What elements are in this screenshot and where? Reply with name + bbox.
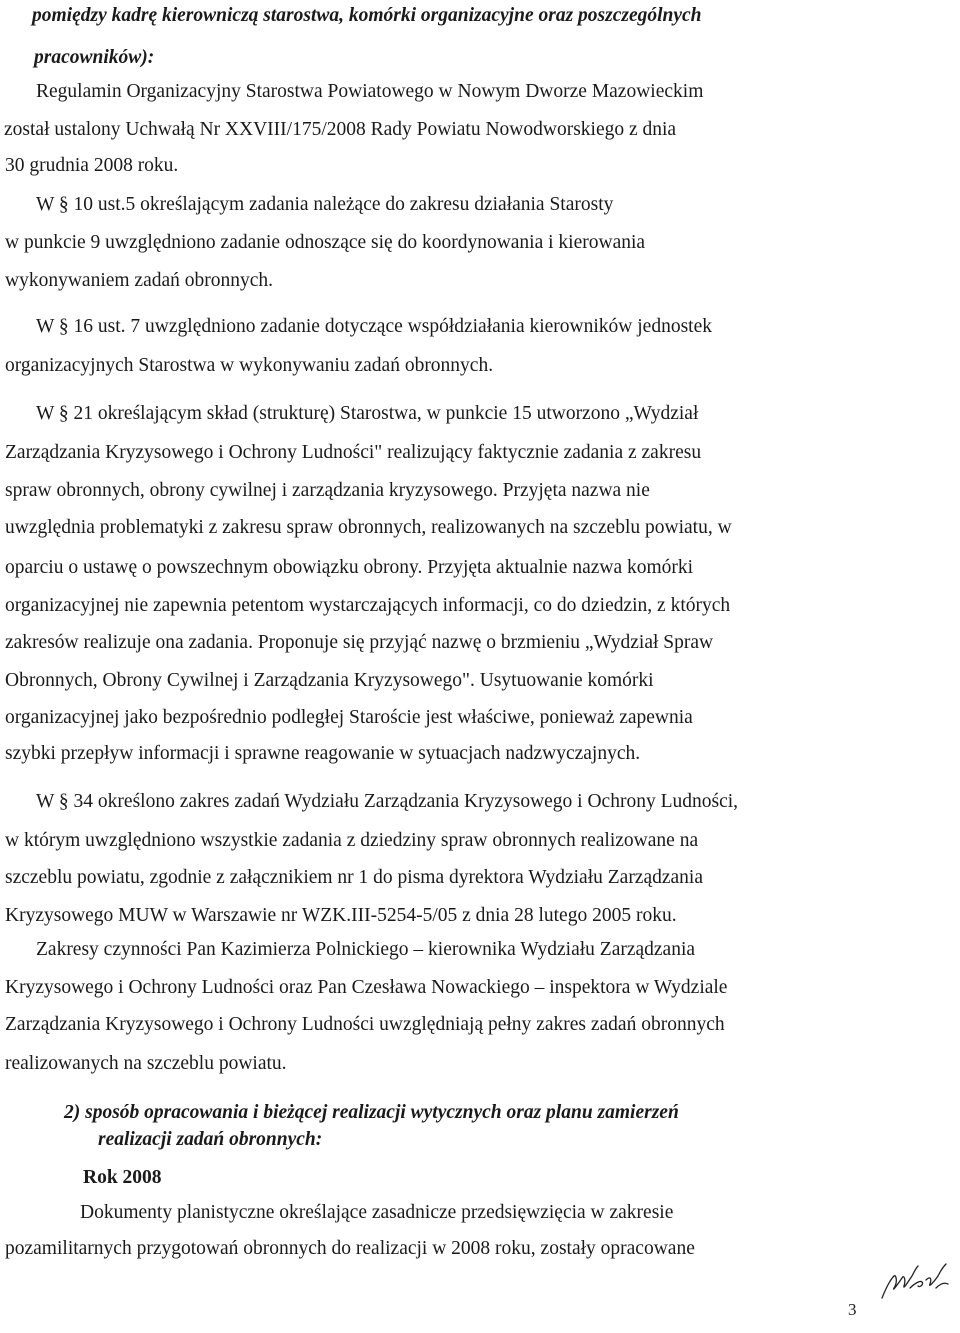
- paragraph-line: Zarządzania Kryzysowego i Ochrony Ludności uwzględniają pełny zakres zadań obronnych: [5, 1014, 725, 1035]
- paragraph-line: został ustalony Uchwałą Nr XXVIII/175/2008 Rady Powiatu Nowodworskiego z dnia: [4, 119, 677, 140]
- paragraph-line: szczeblu powiatu, zgodnie z załącznikiem nr 1 do pisma dyrektora Wydziału Zarządzania: [5, 867, 704, 888]
- paragraph-line: W § 10 ust.5 określającym zadania należące do zakresu działania Starosty: [36, 194, 614, 215]
- paragraph-line: w którym uwzględniono wszystkie zadania z dziedziny spraw obronnych realizowane na: [5, 830, 699, 851]
- paragraph-line: organizacyjnych Starostwa w wykonywaniu zadań obronnych.: [5, 355, 494, 376]
- paragraph-line: realizowanych na szczeblu powiatu.: [5, 1053, 287, 1074]
- paragraph-line: Kryzysowego MUW w Warszawie nr WZK.III-5254-5/05 z dnia 28 lutego 2005 roku.: [5, 905, 677, 926]
- paragraph-line: szybki przepływ informacji i sprawne reagowanie w sytuacjach nadzwyczajnych.: [5, 743, 641, 764]
- section-heading-cont: realizacji zadań obronnych:: [98, 1129, 323, 1150]
- paragraph-line: wykonywaniem zadań obronnych.: [5, 270, 274, 291]
- paragraph-line: Zakresy czynności Pan Kazimierza Polnickiego – kierownika Wydziału Zarządzania: [36, 939, 696, 960]
- header-line-2: pracowników):: [34, 47, 155, 68]
- paragraph-line: W § 21 określającym skład (strukturę) Starostwa, w punkcie 15 utworzono „Wydział: [36, 403, 699, 424]
- paragraph-line: oparciu o ustawę o powszechnym obowiązku obrony. Przyjęta aktualnie nazwa komórki: [5, 557, 694, 578]
- paragraph-line: spraw obronnych, obrony cywilnej i zarządzania kryzysowego. Przyjęta nazwa nie: [5, 480, 650, 501]
- paragraph-line: W § 34 określono zakres zadań Wydziału Zarządzania Kryzysowego i Ochrony Ludności,: [36, 791, 739, 812]
- paragraph-line: uwzględnia problematyki z zakresu spraw obronnych, realizowanych na szczeblu powiatu, w: [5, 517, 732, 538]
- paragraph-line: pozamilitarnych przygotowań obronnych do realizacji w 2008 roku, zostały opracowane: [5, 1238, 695, 1259]
- paragraph-line: W § 16 ust. 7 uwzględniono zadanie dotyczące współdziałania kierowników jednostek: [36, 316, 712, 337]
- paragraph-line: organizacyjnej nie zapewnia petentom wystarczających informacji, co do dziedzin, z których: [5, 595, 731, 616]
- paragraph-line: 30 grudnia 2008 roku.: [5, 155, 179, 176]
- paragraph-line: Obronnych, Obrony Cywilnej i Zarządzania Kryzysowego". Usytuowanie komórki: [5, 670, 654, 691]
- page-number: 3: [848, 1300, 857, 1319]
- paragraph-line: w punkcie 9 uwzględniono zadanie odnoszące się do koordynowania i kierowania: [5, 232, 646, 253]
- paragraph-line: Kryzysowego i Ochrony Ludności oraz Pan Czesława Nowackiego – inspektora w Wydziale: [5, 977, 728, 998]
- signature-mark: [876, 1258, 956, 1306]
- paragraph-line: zakresów realizuje ona zadania. Proponuje się przyjąć nazwę o brzmieniu „Wydział Spraw: [5, 632, 714, 653]
- paragraph-line: Zarządzania Kryzysowego i Ochrony Ludności" realizujący faktycznie zadania z zakresu: [5, 442, 702, 463]
- section-heading: 2) sposób opracowania i bieżącej realizacji wytycznych oraz planu zamierzeń: [64, 1102, 679, 1123]
- paragraph-line: organizacyjnej jako bezpośrednio podległej Staroście jest właściwe, ponieważ zapewnia: [5, 707, 693, 728]
- paragraph-line: Dokumenty planistyczne określające zasadnicze przedsięwzięcia w zakresie: [80, 1202, 674, 1223]
- paragraph-line: Regulamin Organizacyjny Starostwa Powiatowego w Nowym Dworze Mazowieckim: [36, 81, 704, 102]
- year-heading: Rok 2008: [83, 1167, 162, 1188]
- header-line-1: pomiędzy kadrę kierowniczą starostwa, komórki organizacyjne oraz poszczególnych: [32, 5, 702, 26]
